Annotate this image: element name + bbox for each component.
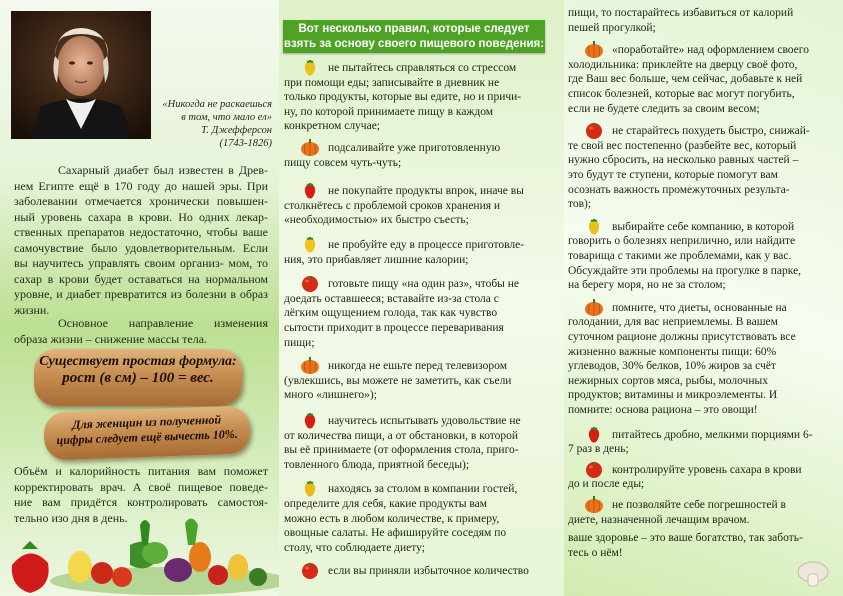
pepper-icon [300,410,320,430]
rules-header-line: взять за основу своего пищевого поведения: [283,38,545,50]
rule-line: диете, назначенной лечащим врачом. [568,513,750,526]
rule-line: (увлекшись, вы можете не заметить, как съели [284,374,512,387]
rule-line: это будут те ступени, которые помогут вам [568,168,778,181]
rule-line: не пробуйте еду в процессе приготовле- [328,239,525,251]
pumpkin-icon [584,39,604,59]
outro-paragraph: Объём и калорийность питания вам поможет корректировать врач. А своё пищевое поведе- ние вам придётся контролировать самостоя- тельно изо дня в день. [14,464,268,525]
rule-line: не покупайте продукты впрок, иначе вы [328,185,524,198]
mushroom-icon [796,560,830,588]
rule-line: 7 раз в день; [568,443,629,456]
rule-item [284,482,544,555]
rule-line: товленного блюда, приятной беседы); [284,458,470,471]
rule-line: овощные салаты. Не афишируйте соседям по [284,527,507,540]
rule-item [568,531,826,560]
rule-line: тесь о нём! [568,546,623,559]
rule-line: не позволяйте себе погрешностей в [612,499,786,511]
tomato-icon [300,560,320,580]
rule-item [568,498,826,527]
rule-line: вы её принимаете (от оформления стола, приго- [284,444,519,457]
rule-item [568,301,826,418]
rule-line: питайтесь дробно, мелкими порциями 6- [612,428,813,441]
rule-line: ну, по которой принимаете пищу в каждом [284,105,494,118]
rule-line: не пытайтесь справляться со стрессом [328,62,517,74]
rule-item [284,277,544,350]
rule-line: помните, что диеты, основанные на [612,301,787,314]
tomato-icon [300,273,320,293]
rule-item [568,6,826,35]
pepper-icon [300,234,320,254]
pumpkin-icon [300,137,320,157]
rule-line: ния, это прибавляет лишние калории; [284,253,469,266]
rule-line: не старайтесь похудеть быстро, снижай- [612,125,810,138]
rule-line: много «лишнего»); [284,389,377,402]
rule-item [284,184,544,228]
rule-item [284,141,544,170]
pepper-icon [300,57,320,77]
rule-line: пищи, то постарайтесь избавиться от калорий [568,7,794,19]
rule-line: подсаливайте уже приготовленную [328,142,501,154]
rule-item [284,414,544,472]
tomato-icon [584,459,604,479]
rule-item [568,463,826,492]
rule-item [284,564,544,579]
quote-author: Т. Джефферсон [201,125,272,136]
rule-line: от количества пищи, а от обстановки, в которой [284,429,519,442]
jefferson-quote [150,98,272,150]
rules-header-line: Вот несколько правил, которые следует [298,23,530,35]
rule-line: пешей прогулкой; [568,21,656,34]
women-note-line: цифры следует ещё вычесть 10%. [56,426,239,448]
formula-title: Существует простая формула: [39,354,237,369]
vegetables-illustration [0,515,279,596]
rule-item [284,238,544,267]
rule-line: те свой вес постепенно (разбейте вес, который [568,139,797,152]
rule-line: выбирайте себе компанию, в которой [612,220,795,233]
rule-line: находясь за столом в компании гостей, [328,483,518,496]
intro-paragraph: Сахарный диабет был известен в Древ- нем Египте ещё в 170 году до нашей эры. При заболевании отмечается хронически повышен- ный уровень сахара в крови. Но одних лекар- ственных препаратов недостаточно, чтобы ваше самочувствие было удовлетворительным. Если вы научитесь управлять своим организ- мом, то сахар в крови будет оставаться на нормальном уровне, и диабет превратится из болезни в образ жизни. [14,163,269,317]
rule-line: научитесь испытывать удовольствие не [328,415,521,427]
rule-line: пищу совсем чуть-чуть; [284,156,402,169]
pepper-icon [584,424,604,444]
direction-paragraph: Основное направление изменения образа жизни – снижение массы тела. [14,316,268,346]
rule-line: на берегу моря, но не за столом; [568,279,726,292]
rule-line: тов); [568,198,592,211]
rule-line: «необходимостью» их быстро съесть; [284,214,469,227]
rule-line: конкретном случае; [284,120,380,133]
rule-line: осознать важность промежуточных результа- [568,183,790,196]
rule-line: продуктов; витамины и микроэлементы. И [568,389,778,402]
rule-line: доедать оставшееся; вставайте из-за стола с [284,292,499,305]
rule-line: углеводов, 30% белков, 10% жиров за счёт [568,360,776,373]
rule-line: лёгким ощущением голода, так как чувство [284,307,498,320]
rule-line: жизненно важные компоненты пищи: 60% [568,345,777,358]
rule-line: список болезней, которые вас могут погубить, [568,87,795,100]
rule-line: нужно сбросить, на несколько равных частей – [568,154,799,167]
pumpkin-icon [584,494,604,514]
rule-item [568,428,826,457]
rule-line: «поработайте» над оформлением своего [612,44,809,57]
rule-line: можно есть в любом количестве, к примеру, [284,512,500,525]
pepper-icon [300,478,320,498]
rule-line: нежирных сортов мяса, рыбы, молочных [568,374,768,387]
pepper-icon [584,216,604,236]
rule-line: только продукты, которые вы едите, но и причи- [284,91,522,104]
rule-line: если не будете следить за своим весом; [568,102,760,115]
quote-line: в том, что мало ел» [181,112,272,123]
rule-item [568,220,826,293]
rule-item [568,43,826,116]
pumpkin-icon [300,355,320,375]
rule-item [568,124,826,212]
rule-line: Обсуждайте эти проблемы на прогулке в парке, [568,264,802,277]
rule-line: помните: основа рациона – это овощи! [568,403,758,416]
quote-line: «Никогда не раскаешься [162,99,272,110]
women-note-line: Для женщин из полученной [72,412,222,432]
rule-item [284,359,544,403]
rule-line: товарища с такими же проблемами, как у вас. [568,249,792,262]
quote-years: (1743-1826) [219,138,272,149]
rule-line: столу, что соблюдаете диету; [284,541,425,554]
rules-header-banner [283,20,545,53]
jefferson-portrait [11,11,151,139]
rule-line: холодильника: приклейте на дверцу своё фото, [568,58,798,71]
formula-equation: рост (в см) – 100 = вес. [62,370,214,386]
rule-line: столкнётесь с проблемой сроков хранения и [284,199,501,212]
rule-item [284,61,544,134]
rule-line: пищи; [284,336,315,349]
pepper-icon [300,180,320,200]
rule-line: контролируйте уровень сахара в крови [612,463,802,476]
rule-line: готовьте пищу «на один раз», чтобы не [328,278,520,291]
rule-line: где Ваш вес больше, чем сейчас, добавьте к ней [568,73,803,86]
rule-line: говорить о болезнях неприлично, или найдите [568,235,796,248]
formula-plank [34,349,242,406]
rule-line: при помощи еды; записывайте в дневник не [284,76,500,89]
rule-line: до и после еды; [568,478,645,491]
women-note-plank [43,405,251,460]
left-column [0,0,279,596]
rule-line: ваше здоровье – это ваше богатство, так заботь- [568,532,803,545]
rule-line: суточном рационе должны присутствовать все [568,330,796,343]
pumpkin-icon [584,297,604,317]
rule-line: если вы приняли избыточное количество [328,565,529,578]
rule-line: голодании, для вас неприемлемы. В вашем [568,316,778,329]
rule-line: определите для себя, какие продукты вам [284,497,488,510]
rule-line: сытости приходит в процессе переваривания [284,321,504,334]
rule-line: никогда не ешьте перед телевизором [328,360,507,373]
tomato-icon [584,120,604,140]
